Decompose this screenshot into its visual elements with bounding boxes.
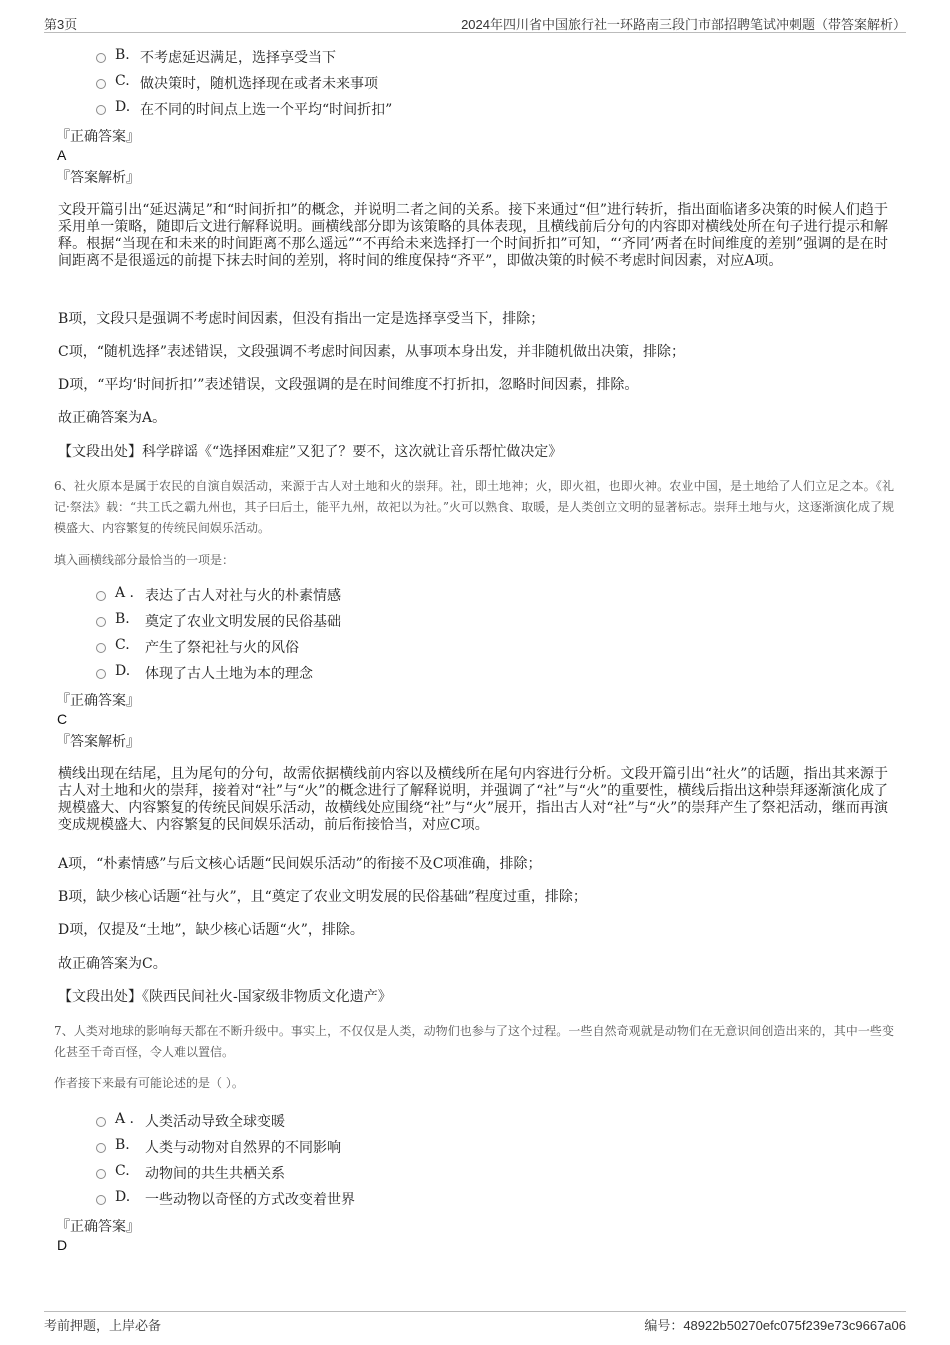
radio-icon[interactable]: [96, 643, 106, 653]
radio-icon[interactable]: [96, 591, 106, 601]
radio-icon[interactable]: [96, 1169, 106, 1179]
analysis-conclusion: 故正确答案为C。: [58, 956, 167, 972]
page-header: [44, 12, 906, 33]
analysis-paragraph: 横线出现在结尾，且为尾句的分句，故需依据横线前内容以及横线所在尾句内容进行分析。文段开篇引出“社火”的话题，指出其来源于古人对土地和火的崇拜，接着对“社”与“火”的概念进行了解释说明，并强调了“社”与“火”的重要性，横线后指出这种崇拜逐渐演化成了规模盛大、内容繁复的传统民间娱乐活动，故横线处应围绕“社”与“火”展开，指出古人对“社”与“火”的崇拜产生了祭祀活动，继而再演变成规模盛大、内容繁复的民间娱乐活动，前后衔接恰当，对应C项。: [58, 766, 888, 833]
correct-answer-label: 『正确答案』: [56, 1219, 140, 1235]
analysis-note-b: B项，缺少核心话题“社与火”，且“奠定了农业文明发展的民俗基础”程度过重，排除；: [58, 889, 587, 905]
source-citation: 【文段出处】《陕西民间社火-国家级非物质文化遗产》: [58, 989, 392, 1005]
answer-analysis-label: 『答案解析』: [56, 734, 140, 750]
radio-icon[interactable]: [96, 617, 106, 627]
analysis-note-b: B项，文段只是强调不考虑时间因素，但没有指出一定是选择享受当下，排除；: [58, 311, 545, 327]
radio-icon[interactable]: [96, 105, 106, 115]
question-7-stem: 7、人类对地球的影响每天都在不断升级中。事实上，不仅仅是人类，动物们也参与了这个过程。一些自然奇观就是动物们在无意识间创造出来的，其中一些变化甚至千奇百怪，令人难以置信。: [54, 1024, 894, 1059]
correct-answer-label: 『正确答案』: [56, 129, 140, 145]
analysis-conclusion: 故正确答案为A。: [58, 410, 167, 426]
radio-icon[interactable]: [96, 1143, 106, 1153]
question-6-stem: 6、社火原本是属于农民的自演自娱活动，来源于古人对土地和火的崇拜。社，即土地神；火，即火祖，也即火神。农业中国，是土地给了人们立足之本。《礼记·祭法》载：“共工氏之霸九州也，其子曰后土，能平九州，故祀以为社。”火可以熟食、取暖，是人类创立文明的显著标志。崇拜土地与火，这逐渐演化成了规模盛大、内容繁复的传统民间娱乐活动。: [54, 479, 894, 535]
radio-icon[interactable]: [96, 53, 106, 63]
header-title: 2024年四川省中国旅行社一环路南三段门市部招聘笔试冲刺题（带答案解析）: [461, 17, 906, 32]
page-number: 第3页: [44, 17, 78, 32]
analysis-note-a: A项，“朴素情感”与后文核心话题“民间娱乐活动”的衔接不及C项准确，排除；: [58, 856, 542, 872]
correct-answer: D: [57, 1237, 68, 1253]
radio-icon[interactable]: [96, 79, 106, 89]
correct-answer: C: [57, 711, 68, 727]
question-6-prompt: 填入画横线部分最恰当的一项是：: [54, 553, 235, 567]
analysis-paragraph: 文段开篇引出“延迟满足”和“时间折扣”的概念，并说明二者之间的关系。接下来通过“但”进行转折，指出面临诸多决策的时候人们趋于采用单一策略，随即后文进行解释说明。画横线部分即为该策略的具体表现，且横线前后分句的内容即对横线处所在句子进行提示和解释。根据“当现在和未来的时间距离不那么遥远”“不再给未来选择打一个时间折扣”可知，“‘齐同’两者在时间维度的差别”强调的是在时间距离不是很遥远的前提下抹去时间的差别，将时间的维度保持“齐平”，即做决策的时候不考虑时间因素，对应A项。: [58, 202, 888, 269]
radio-icon[interactable]: [96, 669, 106, 679]
answer-analysis-label: 『答案解析』: [56, 170, 140, 186]
source-citation: 【文段出处】科学辟谣《“选择困难症”又犯了？要不，这次就让音乐帮忙做决定》: [58, 444, 563, 460]
footer-slogan: 考前押题，上岸必备: [44, 1318, 162, 1333]
question-7-prompt: 作者接下来最有可能论述的是（ ）。: [54, 1076, 244, 1090]
correct-answer: A: [57, 147, 67, 163]
footer-serial-number: 编号：48922b50270efc075f239e73c9667a06: [644, 1318, 906, 1333]
analysis-note-c: C项，“随机选择”表述错误，文段强调不考虑时间因素，从事项本身出发，并非随机做出决策，排除；: [58, 344, 686, 360]
analysis-note-d: D项，仅提及“土地”，缺少核心话题“火”，排除。: [58, 922, 364, 938]
correct-answer-label: 『正确答案』: [56, 693, 140, 709]
radio-icon[interactable]: [96, 1195, 106, 1205]
page-footer: [44, 1311, 906, 1333]
radio-icon[interactable]: [96, 1117, 106, 1127]
analysis-note-d: D项，“平均‘时间折扣’”表述错误，文段强调的是在时间维度不打折扣，忽略时间因素，排除。: [58, 377, 639, 393]
